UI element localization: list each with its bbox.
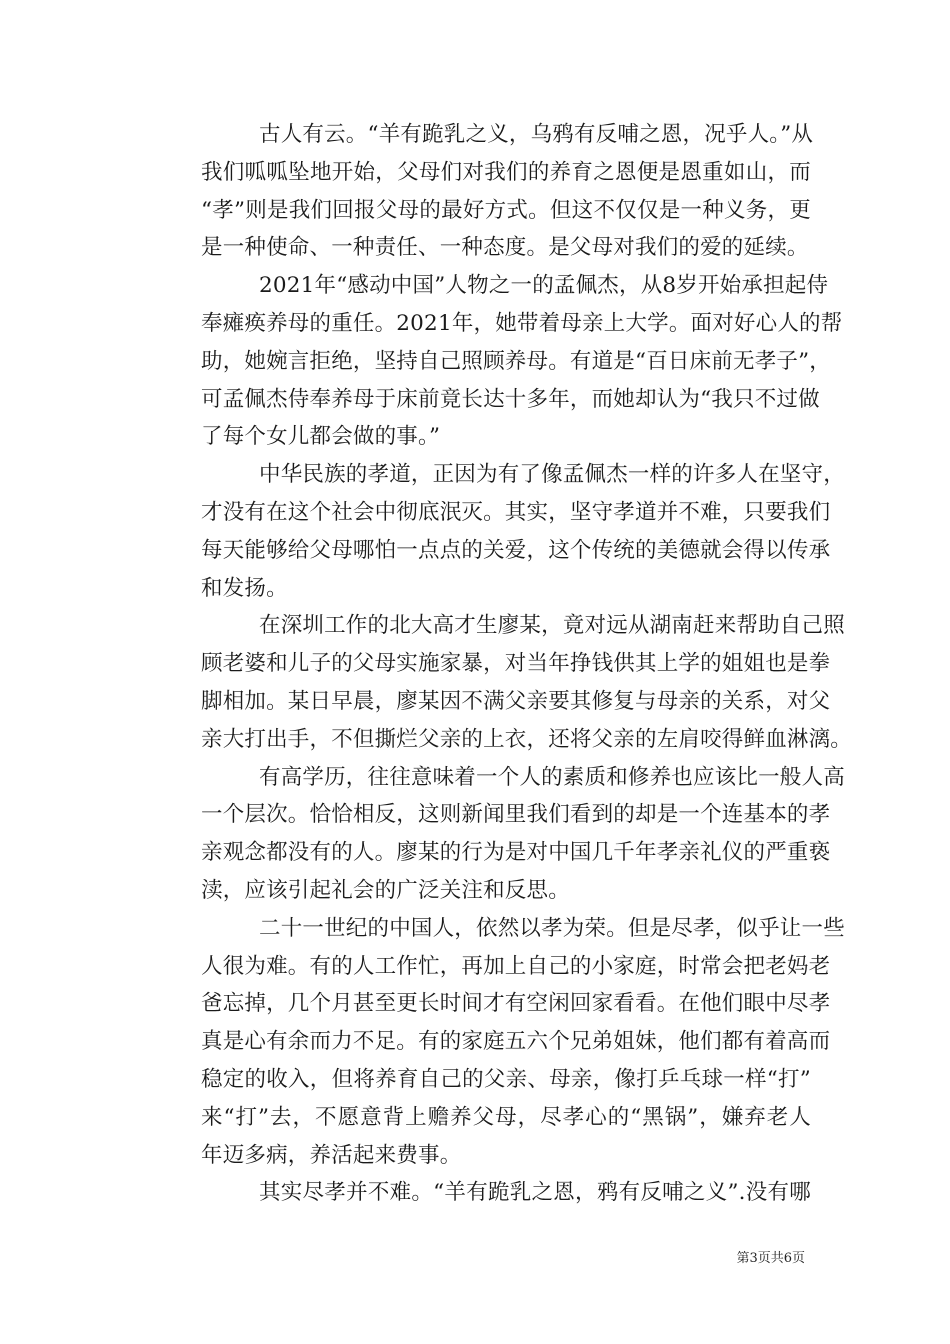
text-line: 年迈多病，养活起来费事。 [201,1142,462,1168]
text-line: 中华民族的孝道，正因为有了像孟佩杰一样的许多人在坚守， [259,462,845,488]
paragraph [143,267,843,456]
text-line: 顾老婆和儿子的父母实施家暴，对当年挣钱供其上学的姐姐也是拳 [201,651,831,677]
paragraph [143,116,814,267]
text-line: 稳定的收入，但将养育自己的父亲、母亲，像打乒乓球一样“打” [201,1066,811,1092]
text-line: “孝”则是我们回报父母的最好方式。但这不仅仅是一种义务，更 [201,197,811,223]
text-line: 亲大打出手，不但撕烂父亲的上衣，还将父亲的左肩咬得鲜血淋漓。 [201,726,853,752]
text-line: 在深圳工作的北大高才生廖某，竟对远从湖南赶来帮助自己照 [259,613,845,639]
text-line: 有高学历，往往意味着一个人的素质和修养也应该比一般人高 [259,764,845,790]
paragraph [143,456,845,607]
text-line: 人很为难。有的人工作忙，再加上自己的小家庭，时常会把老妈老 [201,953,831,979]
text-line: 可孟佩杰侍奉养母于床前竟长达十多年，而她却认为“我只不过做 [201,386,820,412]
paragraph [143,759,845,910]
text-line: 了每个女儿都会做的事。” [201,424,441,450]
paragraph [143,1174,811,1212]
paragraph [143,910,845,1175]
text-line: 和发扬。 [201,575,288,601]
text-line: 一个层次。恰恰相反，这则新闻里我们看到的却是一个连基本的孝 [201,802,831,828]
text-line: 来“打”去，不愿意背上赡养父母，尽孝心的“黑锅”，嫌弃老人 [201,1104,811,1130]
text-line: 脚相加。某日早晨，廖某因不满父亲要其修复与母亲的关系，对父 [201,688,831,714]
text-line: 其实尽孝并不难。“羊有跪乳之恩，鸦有反哺之义”.没有哪 [259,1180,811,1206]
text-line: 爸忘掉，几个月甚至更长时间才有空闲回家看看。在他们眼中尽孝 [201,991,831,1017]
text-line: 真是心有余而力不足。有的家庭五六个兄弟姐妹，他们都有着高而 [201,1029,831,1055]
text-line: 奉瘫痪养母的重任。2021年，她带着母亲上大学。面对好心人的帮 [201,310,843,336]
text-line: 二十一世纪的中国人，依然以孝为荣。但是尽孝，似乎让一些 [259,915,845,941]
document-body [143,116,853,1212]
text-line: 是一种使命、一种责任、一种态度。是父母对我们的爱的延续。 [201,235,809,261]
text-line: 亲观念都没有的人。廖某的行为是对中国几千年孝亲礼仪的严重亵 [201,840,831,866]
text-line: 助，她婉言拒绝，坚持自己照顾养母。有道是“百日床前无孝子”， [201,348,831,374]
text-line: 每天能够给父母哪怕一点点的关爱，这个传统的美德就会得以传承 [201,537,831,563]
text-line: 2021年“感动中国”人物之一的孟佩杰，从8岁开始承担起侍 [259,273,829,299]
text-line: 古人有云。“羊有跪乳之义，乌鸦有反哺之恩，况乎人。”从 [259,122,814,147]
text-line: 渎，应该引起礼会的广泛关注和反思。 [201,877,570,903]
text-line: 我们呱呱坠地开始，父母们对我们的养育之恩便是恩重如山，而 [201,159,811,185]
text-line: 才没有在这个社会中彻底泯灭。其实，坚守孝道并不难，只要我们 [201,499,831,525]
page-number: 第3页共6页 [736,1251,805,1266]
paragraph [143,607,853,758]
